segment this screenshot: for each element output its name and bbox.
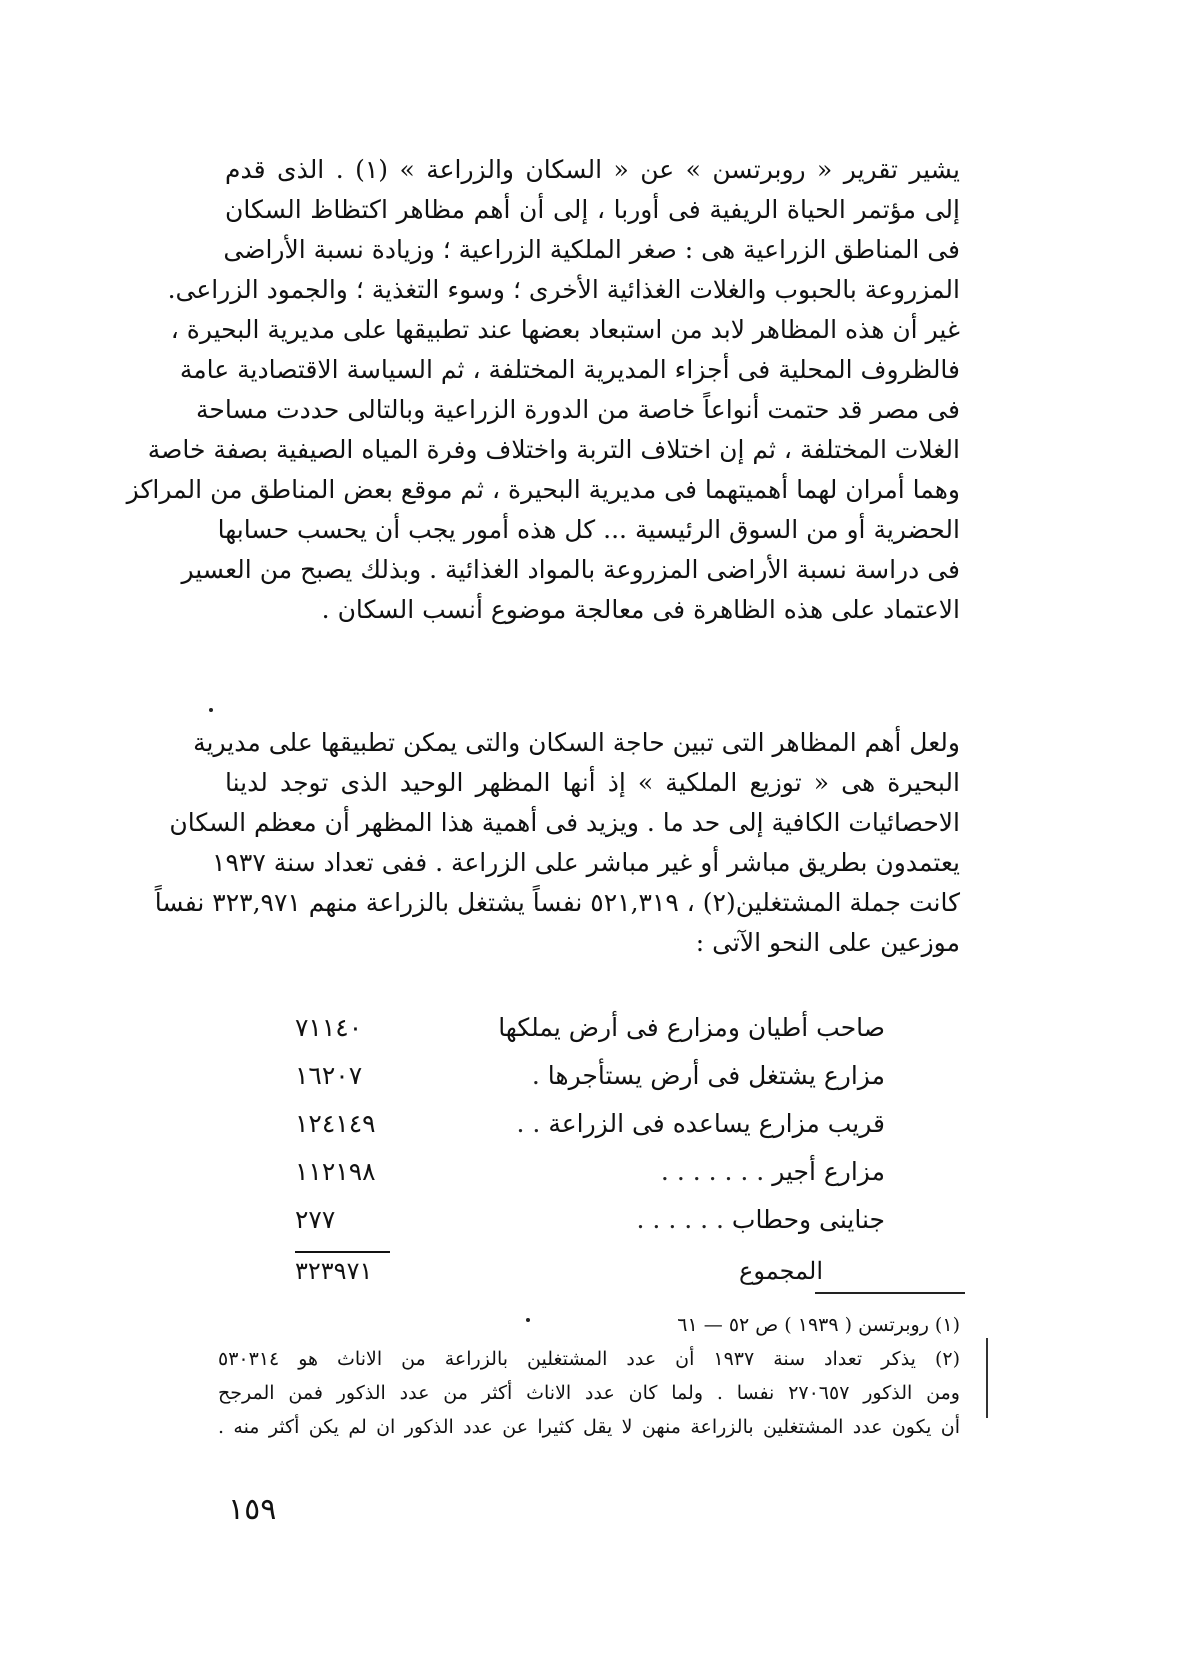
footnote-2-line: أن يكون عدد المشتغلين بالزراعة منهن لا يقل كثيرا عن عدد الذكور ان لم يكن أكثر منه . — [218, 1416, 960, 1438]
footnote-2-line: ومن الذكور ٢٧٠٦٥٧ نفسا . ولما كان عدد الاناث أكثر من عدد الذكور فمن المرجح — [218, 1382, 960, 1404]
paragraph-line: كانت جملة المشتغلين(٢) ، ٥٢١,٣١٩ نفساً يشتغل بالزراعة منهم ٣٢٣,٩٧١ نفساً — [154, 888, 960, 917]
total-label: المجموع — [739, 1257, 823, 1285]
paragraph-1 — [126, 150, 960, 630]
stray-mark — [526, 1318, 530, 1322]
footnote-1: (١) روبرتسن ( ١٩٣٩ ) ص ٥٢ — ٦١ — [677, 1314, 960, 1336]
paragraph-line: الحضرية أو من السوق الرئيسية ... كل هذه أمور يجب أن يحسب حسابها — [217, 515, 960, 544]
footnote-2-line: (٢) يذكر تعداد سنة ١٩٣٧ أن عدد المشتغلين بالزراعة من الاناث هو ٥٣٠٣١٤ — [218, 1348, 961, 1370]
paragraph-line: فالظروف المحلية فى أجزاء المديرية المختلفة ، ثم السياسة الاقتصادية عامة — [179, 355, 960, 384]
table-row — [295, 1051, 885, 1099]
paragraph-line: فى المناطق الزراعية هى : صغر الملكية الزراعية ؛ وزيادة نسبة الأراضى — [223, 235, 960, 264]
total-divider — [295, 1251, 390, 1253]
paragraph-2 — [154, 723, 960, 963]
paragraph-line: فى مصر قد حتمت أنواعاً خاصة من الدورة الزراعية وبالتالى حددت مساحة — [195, 395, 960, 424]
table-row — [295, 1195, 885, 1243]
paragraph-line: الاحصائيات الكافية إلى حد ما . ويزيد فى أهمية هذا المظهر أن معظم السكان — [169, 808, 960, 837]
paragraph-line: الغلات المختلفة ، ثم إن اختلاف التربة واختلاف وفرة المياه الصيفية بصفة خاصة — [147, 435, 960, 464]
stray-mark — [209, 708, 213, 712]
row-label: مزارع يشتغل فى أرض يستأجرها . — [531, 1060, 885, 1090]
total-value: ٣٢٣٩٧١ — [295, 1257, 373, 1285]
row-value: ١٦٢٠٧ — [295, 1060, 363, 1090]
paragraph-line: البحيرة هى « توزيع الملكية » إذ أنها المظهر الوحيد الذى توجد لدينا — [225, 768, 960, 797]
row-value: ٢٧٧ — [295, 1204, 336, 1234]
margin-mark — [986, 1338, 988, 1418]
table-row — [295, 1099, 885, 1147]
footnote-divider — [815, 1292, 965, 1294]
paragraph-line: إلى مؤتمر الحياة الريفية فى أوربا ، إلى أن أهم مظاهر اكتظاظ السكان — [225, 195, 960, 224]
page-number: ١٥٩ — [228, 1492, 277, 1527]
table-row — [295, 1147, 885, 1195]
paragraph-line: يشير تقرير « روبرتسن » عن « السكان والزراعة » (١) . الذى قدم — [225, 155, 960, 184]
footnotes — [218, 1308, 960, 1444]
paragraph-line: ولعل أهم المظاهر التى تبين حاجة السكان والتى يمكن تطبيقها على مديرية — [193, 728, 960, 757]
row-label: صاحب أطيان ومزارع فى أرض يملكها — [498, 1012, 885, 1042]
occupation-table — [295, 1003, 885, 1243]
row-value: ٧١١٤٠ — [295, 1012, 363, 1042]
paragraph-line: وهما أمران لهما أهميتهما فى مديرية البحيرة ، ثم موقع بعض المناطق من المراكز — [126, 475, 960, 504]
row-label: مزارع أجير . . . . . . . — [660, 1156, 885, 1186]
row-label: قريب مزارع يساعده فى الزراعة . . — [516, 1108, 885, 1138]
row-value: ١١٢١٩٨ — [295, 1156, 376, 1186]
row-value: ١٢٤١٤٩ — [295, 1108, 376, 1138]
table-total-row — [295, 1257, 885, 1285]
paragraph-line: غير أن هذه المظاهر لابد من استبعاد بعضها عند تطبيقها على مديرية البحيرة ، — [170, 315, 960, 344]
paragraph-line: يعتمدون بطريق مباشر أو غير مباشر على الزراعة . ففى تعداد سنة ١٩٣٧ — [212, 848, 960, 877]
paragraph-line: الاعتماد على هذه الظاهرة فى معالجة موضوع أنسب السكان . — [321, 595, 960, 624]
paragraph-line: موزعين على النحو الآتى : — [695, 928, 960, 957]
paragraph-line: المزروعة بالحبوب والغلات الغذائية الأخرى ؛ وسوء التغذية ؛ والجمود الزراعى. — [167, 275, 960, 304]
table-row — [295, 1003, 885, 1051]
paragraph-line: فى دراسة نسبة الأراضى المزروعة بالمواد الغذائية . وبذلك يصبح من العسير — [181, 555, 960, 584]
row-label: جناينى وحطاب . . . . . . — [636, 1204, 885, 1234]
